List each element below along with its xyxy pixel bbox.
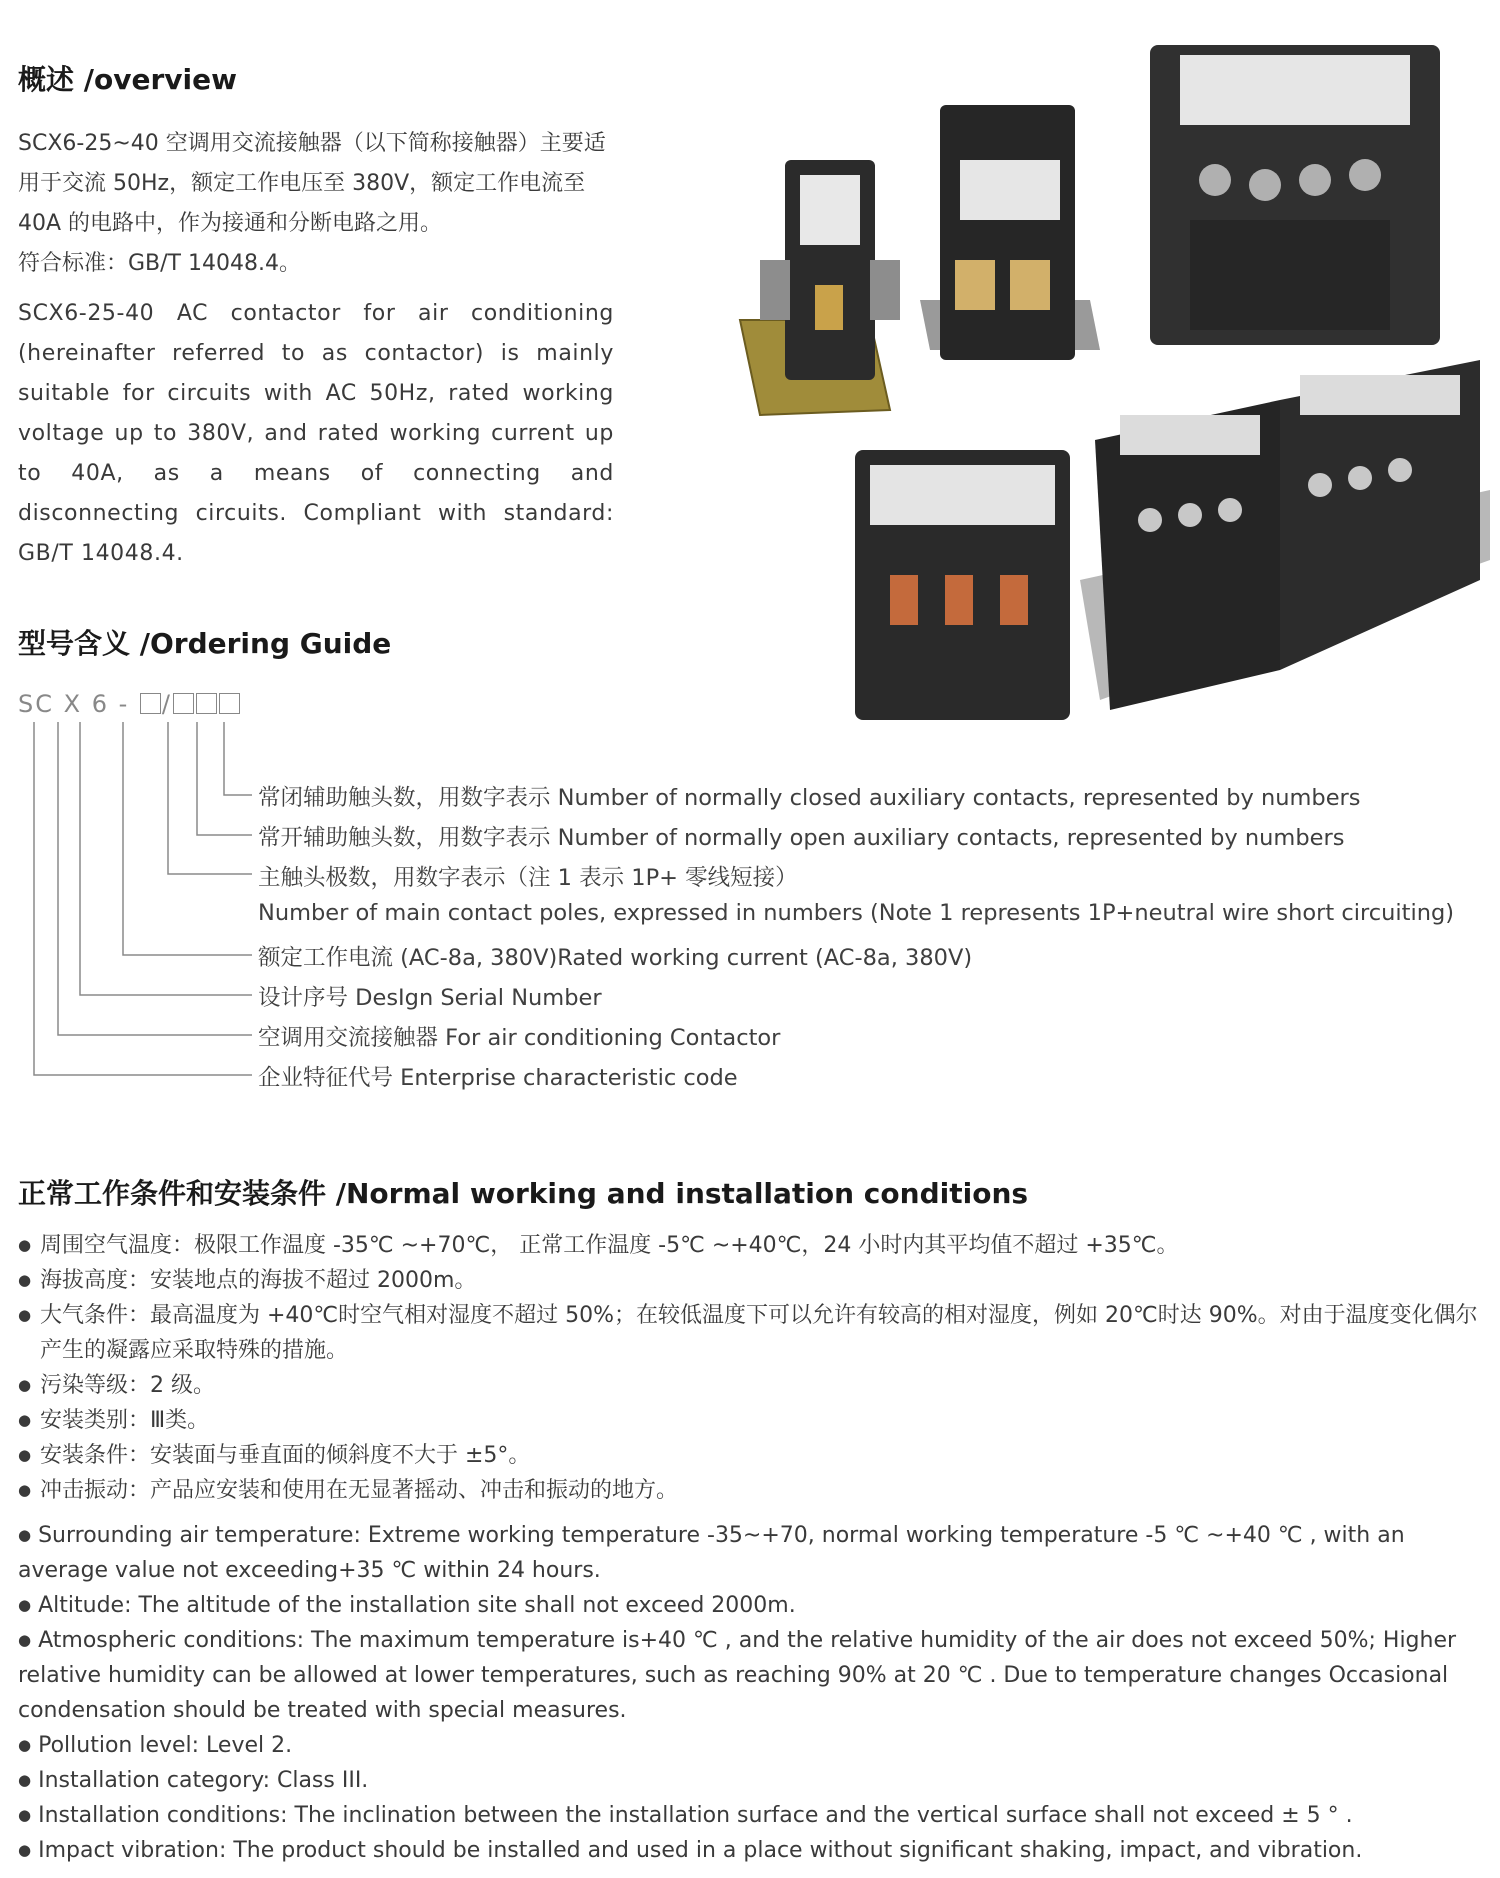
- list-item: ● 海拔高度：安装地点的海拔不超过 2000m。: [18, 1263, 1488, 1298]
- list-item: ● 安装条件：安装面与垂直面的倾斜度不大于 ±5°。: [18, 1438, 1488, 1473]
- model-code: [18, 690, 241, 718]
- list-item: ● 冲击振动：产品应安装和使用在无显著摇动、冲击和振动的地方。: [18, 1473, 1488, 1508]
- guide-no-aux: 常开辅助触头数，用数字表示 Number of normally open auxiliary contacts, represented by numbers: [258, 825, 1345, 851]
- contactor-1p-image: [740, 160, 900, 415]
- contactor-3p-small-image: [855, 450, 1070, 720]
- list-item: ● Installation category: Class III.: [18, 1768, 369, 1793]
- list-item: ● Installation conditions: The inclination between the installation surface and the vertical surface shall not exceed ± 5 ° .: [18, 1803, 1353, 1828]
- code-box-current: [140, 693, 161, 714]
- code-box-no-aux: [196, 693, 217, 714]
- contactor-2p-image: [920, 105, 1100, 360]
- conditions-en-list: [18, 1518, 1488, 1868]
- code-box-nc-aux: [219, 693, 240, 714]
- overview-standard-zh: 符合标准：GB/T 14048.4。: [18, 251, 301, 276]
- guide-design-serial: 设计序号 DesIgn Serial Number: [258, 985, 602, 1011]
- list-item: ● Surrounding air temperature: Extreme working temperature -35~+70, normal working temperature -5 ℃ ~+40 ℃ , with an average value not exceeding+35 ℃ within 24 hours.: [18, 1523, 1405, 1583]
- list-item: ● 大气条件：最高温度为 +40℃时空气相对湿度不超过 50%；在较低温度下可以允许有较高的相对湿度，例如 20℃时达 90%。对由于温度变化偶尔产生的凝露应采取特殊的措施。: [18, 1298, 1488, 1368]
- guide-rated-current: 额定工作电流 (AC-8a, 380V)Rated working current (AC-8a, 380V): [258, 945, 973, 971]
- list-item: ● Atmospheric conditions: The maximum temperature is+40 ℃ , and the relative humidity of the air does not exceed 50%; Higher relative humidity can be allowed at lower temperatures, such as reaching 90% at 20 ℃ . Due to temperature changes Occasional condensation should be treated with special measures.: [18, 1628, 1457, 1723]
- overview-heading: 概述 /overview: [18, 63, 237, 96]
- guide-main-poles-zh: 主触头极数，用数字表示（注 1 表示 1P+ 零线短接）: [258, 865, 798, 891]
- conditions-heading: 正常工作条件和安装条件 /Normal working and installation conditions: [18, 1177, 1029, 1210]
- list-item: ● Altitude: The altitude of the installation site shall not exceed 2000m.: [18, 1593, 796, 1618]
- product-photos: [720, 20, 1490, 740]
- guide-main-poles-en: Number of main contact poles, expressed in numbers (Note 1 represents 1P+neutral wire short circuiting): [258, 900, 1455, 926]
- guide-nc-aux: 常闭辅助触头数，用数字表示 Number of normally closed auxiliary contacts, represented by numbers: [258, 785, 1361, 811]
- list-item: ● 污染等级：2 级。: [18, 1368, 1488, 1403]
- list-item: ● Impact vibration: The product should be installed and used in a place without significant shaking, impact, and vibration.: [18, 1838, 1363, 1863]
- conditions-zh-list: [18, 1228, 1488, 1508]
- code-box-poles: [173, 693, 194, 714]
- model-code-prefix: SC X 6 -: [18, 690, 130, 718]
- list-item: ● 周围空气温度：极限工作温度 -35℃ ~+70℃， 正常工作温度 -5℃ ~+40℃，24 小时内其平均值不超过 +35℃。: [18, 1228, 1488, 1263]
- guide-ac-contactor: 空调用交流接触器 For air conditioning Contactor: [258, 1025, 781, 1051]
- overview-zh-text: SCX6-25~40 空调用交流接触器（以下简称接触器）主要适用于交流 50Hz，额定工作电压至 380V，额定工作电流至 40A 的电路中，作为接通和分断电路之用。: [18, 131, 606, 236]
- overview-en-text: SCX6-25-40 AC contactor for air conditioning (hereinafter referred to as contactor) is mainly suitable for circuits with AC 50Hz, rated working voltage up to 380V, and rated working current up to 40A, as a means of connecting and disconnecting circuits. Compliant with standard: GB/T 14048.4.: [18, 301, 614, 566]
- contactor-3p-large-image: [1150, 45, 1440, 345]
- ordering-heading: 型号含义 /Ordering Guide: [18, 627, 392, 660]
- list-item: ● Pollution level: Level 2.: [18, 1733, 293, 1758]
- list-item: ● 安装类别：Ⅲ类。: [18, 1403, 1488, 1438]
- guide-enterprise-code: 企业特征代号 Enterprise characteristic code: [258, 1065, 738, 1091]
- reversing-contactor-image: [1080, 360, 1490, 710]
- model-code-slash: /: [161, 690, 172, 718]
